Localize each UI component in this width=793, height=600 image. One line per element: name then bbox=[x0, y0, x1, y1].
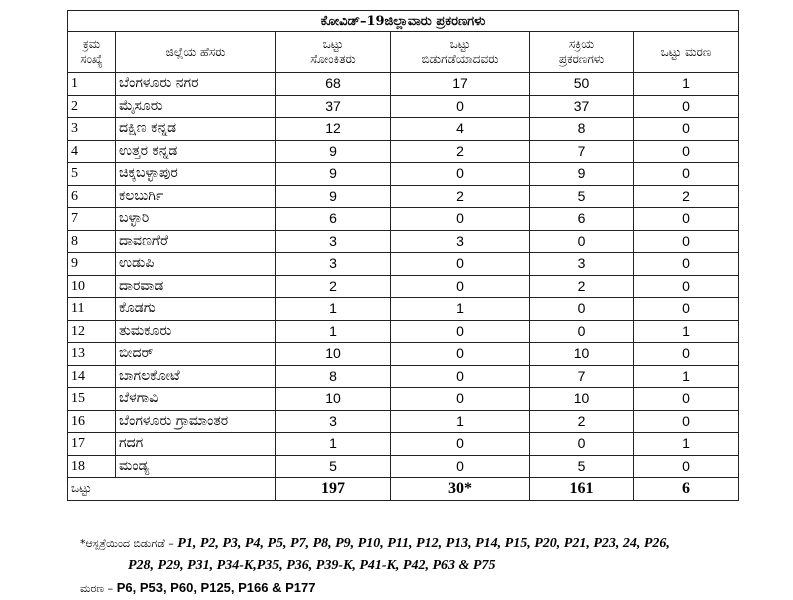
table-row bbox=[68, 320, 739, 343]
table-row bbox=[68, 455, 739, 478]
row-total-deaths: 1 bbox=[634, 320, 739, 343]
row-district-name: ಬೆಂಗಳೂರು ಗ್ರಾಮಾಂತರ bbox=[116, 410, 276, 433]
row-total-infected: 9 bbox=[276, 140, 391, 163]
row-district-name: ದಾವಣಗೆರೆ bbox=[116, 230, 276, 253]
row-total-infected: 8 bbox=[276, 365, 391, 388]
row-total-infected: 1 bbox=[276, 433, 391, 456]
total-label: ಒಟ್ಟು bbox=[68, 478, 276, 501]
row-district-name: ಬೀದರ್ bbox=[116, 343, 276, 366]
row-district-name: ಕಲಬುರ್ಗಿ bbox=[116, 185, 276, 208]
row-serial-number: 3 bbox=[68, 118, 116, 141]
row-total-deaths: 0 bbox=[634, 253, 739, 276]
row-district-name: ದಾರವಾಡ bbox=[116, 275, 276, 298]
deaths-note bbox=[80, 580, 315, 596]
table-row bbox=[68, 230, 739, 253]
row-total-infected: 9 bbox=[276, 163, 391, 186]
row-district-name: ಗದಗ bbox=[116, 433, 276, 456]
row-total-deaths: 0 bbox=[634, 410, 739, 433]
header-serial-number: ಕ್ರಮ ಸಂಖ್ಯೆ bbox=[68, 32, 116, 73]
table-row bbox=[68, 298, 739, 321]
row-total-deaths: 0 bbox=[634, 95, 739, 118]
row-serial-number: 16 bbox=[68, 410, 116, 433]
table-row bbox=[68, 185, 739, 208]
row-serial-number: 2 bbox=[68, 95, 116, 118]
row-total-discharged: 0 bbox=[391, 388, 530, 411]
table-row bbox=[68, 73, 739, 96]
table-row bbox=[68, 275, 739, 298]
row-district-name: ಉಡುಪಿ bbox=[116, 253, 276, 276]
row-total-infected: 1 bbox=[276, 298, 391, 321]
row-serial-number: 10 bbox=[68, 275, 116, 298]
table-title: ಕೋವಿಡ್–19ಜಿಲ್ಲಾವಾರು ಪ್ರಕರಣಗಳು bbox=[68, 11, 739, 32]
row-serial-number: 9 bbox=[68, 253, 116, 276]
row-serial-number: 1 bbox=[68, 73, 116, 96]
row-district-name: ಬೆಂಗಳೂರು ನಗರ bbox=[116, 73, 276, 96]
district-case-table-document bbox=[67, 10, 738, 501]
row-total-infected: 3 bbox=[276, 253, 391, 276]
discharged-note-line-1 bbox=[80, 536, 780, 552]
row-active-cases: 0 bbox=[530, 320, 634, 343]
row-total-discharged: 0 bbox=[391, 95, 530, 118]
row-active-cases: 2 bbox=[530, 275, 634, 298]
table-row bbox=[68, 410, 739, 433]
header-total-discharged: ಒಟ್ಟು ಬಿಡುಗಡೆಯಾದವರು bbox=[391, 32, 530, 73]
row-total-deaths: 0 bbox=[634, 208, 739, 231]
row-total-deaths: 0 bbox=[634, 275, 739, 298]
header-row bbox=[68, 32, 739, 73]
row-total-infected: 10 bbox=[276, 388, 391, 411]
row-district-name: ತುಮಕೂರು bbox=[116, 320, 276, 343]
row-district-name: ಕೊಡಗು bbox=[116, 298, 276, 321]
row-total-discharged: 0 bbox=[391, 365, 530, 388]
row-total-discharged: 0 bbox=[391, 343, 530, 366]
row-serial-number: 17 bbox=[68, 433, 116, 456]
row-total-discharged: 2 bbox=[391, 185, 530, 208]
table-row bbox=[68, 365, 739, 388]
total-discharged: 30* bbox=[391, 478, 530, 501]
row-serial-number: 8 bbox=[68, 230, 116, 253]
row-total-discharged: 3 bbox=[391, 230, 530, 253]
row-total-deaths: 0 bbox=[634, 343, 739, 366]
total-active: 161 bbox=[530, 478, 634, 501]
row-active-cases: 7 bbox=[530, 140, 634, 163]
discharged-note-line-2 bbox=[128, 558, 793, 574]
row-total-infected: 9 bbox=[276, 185, 391, 208]
row-total-infected: 3 bbox=[276, 230, 391, 253]
row-total-infected: 1 bbox=[276, 320, 391, 343]
header-district-name: ಜಿಲ್ಲೆಯ ಹೆಸರು bbox=[116, 32, 276, 73]
total-infected: 197 bbox=[276, 478, 391, 501]
row-total-infected: 12 bbox=[276, 118, 391, 141]
row-total-deaths: 1 bbox=[634, 365, 739, 388]
row-serial-number: 5 bbox=[68, 163, 116, 186]
row-total-deaths: 1 bbox=[634, 433, 739, 456]
row-serial-number: 4 bbox=[68, 140, 116, 163]
deaths-note-label: ಮರಣ – bbox=[80, 582, 114, 595]
row-active-cases: 6 bbox=[530, 208, 634, 231]
row-district-name: ಚಿಕ್ಕಬಳ್ಳಾಪುರ bbox=[116, 163, 276, 186]
row-total-discharged: 0 bbox=[391, 320, 530, 343]
row-serial-number: 12 bbox=[68, 320, 116, 343]
row-total-deaths: 0 bbox=[634, 388, 739, 411]
row-active-cases: 0 bbox=[530, 433, 634, 456]
row-total-discharged: 0 bbox=[391, 253, 530, 276]
table-row bbox=[68, 95, 739, 118]
header-total-deaths: ಒಟ್ಟು ಮರಣ bbox=[634, 32, 739, 73]
discharged-note-label: *ಆಸ್ಪತ್ರೆಯಿಂದ ಬಿಡುಗಡೆ – bbox=[80, 537, 174, 550]
discharged-patient-list-2: P28, P29, P31, P34-K,P35, P36, P39-K, P41-K, P42, P63 & P75 bbox=[128, 558, 496, 573]
row-active-cases: 0 bbox=[530, 230, 634, 253]
row-district-name: ಉತ್ತರ ಕನ್ನಡ bbox=[116, 140, 276, 163]
row-total-discharged: 17 bbox=[391, 73, 530, 96]
row-total-deaths: 0 bbox=[634, 118, 739, 141]
row-total-infected: 10 bbox=[276, 343, 391, 366]
row-total-infected: 3 bbox=[276, 410, 391, 433]
row-total-discharged: 0 bbox=[391, 208, 530, 231]
row-active-cases: 7 bbox=[530, 365, 634, 388]
row-total-discharged: 0 bbox=[391, 275, 530, 298]
deaths-patient-list: P6, P53, P60, P125, P166 & P177 bbox=[116, 580, 316, 595]
row-total-deaths: 0 bbox=[634, 230, 739, 253]
row-total-deaths: 0 bbox=[634, 455, 739, 478]
row-serial-number: 18 bbox=[68, 455, 116, 478]
total-deaths: 6 bbox=[634, 478, 739, 501]
table-row bbox=[68, 118, 739, 141]
row-total-discharged: 4 bbox=[391, 118, 530, 141]
row-active-cases: 5 bbox=[530, 455, 634, 478]
header-active-cases: ಸಕ್ರಿಯ ಪ್ರಕರಣಗಳು bbox=[530, 32, 634, 73]
row-total-deaths: 0 bbox=[634, 163, 739, 186]
row-district-name: ಬಾಗಲಕೋಟೆ bbox=[116, 365, 276, 388]
row-total-infected: 2 bbox=[276, 275, 391, 298]
table-row bbox=[68, 208, 739, 231]
row-serial-number: 15 bbox=[68, 388, 116, 411]
row-district-name: ಮೈಸೂರು bbox=[116, 95, 276, 118]
row-active-cases: 50 bbox=[530, 73, 634, 96]
row-district-name: ದಕ್ಷಿಣ ಕನ್ನಡ bbox=[116, 118, 276, 141]
table-row bbox=[68, 433, 739, 456]
total-row bbox=[68, 478, 739, 501]
row-total-discharged: 1 bbox=[391, 298, 530, 321]
row-total-discharged: 2 bbox=[391, 140, 530, 163]
table-row bbox=[68, 388, 739, 411]
row-district-name: ಬೆಳಗಾವಿ bbox=[116, 388, 276, 411]
row-serial-number: 14 bbox=[68, 365, 116, 388]
row-active-cases: 10 bbox=[530, 343, 634, 366]
row-district-name: ಮಂಡ್ಯ bbox=[116, 455, 276, 478]
row-active-cases: 9 bbox=[530, 163, 634, 186]
row-active-cases: 8 bbox=[530, 118, 634, 141]
row-active-cases: 37 bbox=[530, 95, 634, 118]
row-serial-number: 6 bbox=[68, 185, 116, 208]
table-row bbox=[68, 253, 739, 276]
row-active-cases: 5 bbox=[530, 185, 634, 208]
row-total-discharged: 1 bbox=[391, 410, 530, 433]
row-total-deaths: 2 bbox=[634, 185, 739, 208]
header-total-infected: ಒಟ್ಟು ಸೋಂಕಿತರು bbox=[276, 32, 391, 73]
row-district-name: ಬಳ್ಳಾರಿ bbox=[116, 208, 276, 231]
row-serial-number: 7 bbox=[68, 208, 116, 231]
row-active-cases: 2 bbox=[530, 410, 634, 433]
row-serial-number: 13 bbox=[68, 343, 116, 366]
row-total-infected: 6 bbox=[276, 208, 391, 231]
row-total-discharged: 0 bbox=[391, 455, 530, 478]
row-total-deaths: 1 bbox=[634, 73, 739, 96]
row-total-infected: 37 bbox=[276, 95, 391, 118]
row-total-infected: 5 bbox=[276, 455, 391, 478]
table-row bbox=[68, 140, 739, 163]
row-active-cases: 10 bbox=[530, 388, 634, 411]
row-total-discharged: 0 bbox=[391, 163, 530, 186]
table-row bbox=[68, 163, 739, 186]
table-body bbox=[68, 73, 739, 478]
district-case-table bbox=[67, 10, 739, 501]
row-total-discharged: 0 bbox=[391, 433, 530, 456]
row-total-infected: 68 bbox=[276, 73, 391, 96]
row-active-cases: 0 bbox=[530, 298, 634, 321]
discharged-patient-list-1: P1, P2, P3, P4, P5, P7, P8, P9, P10, P11, P12, P13, P14, P15, P20, P21, P23, 24, P26, bbox=[177, 536, 670, 551]
row-serial-number: 11 bbox=[68, 298, 116, 321]
row-total-deaths: 0 bbox=[634, 298, 739, 321]
table-row bbox=[68, 343, 739, 366]
row-total-deaths: 0 bbox=[634, 140, 739, 163]
row-active-cases: 3 bbox=[530, 253, 634, 276]
